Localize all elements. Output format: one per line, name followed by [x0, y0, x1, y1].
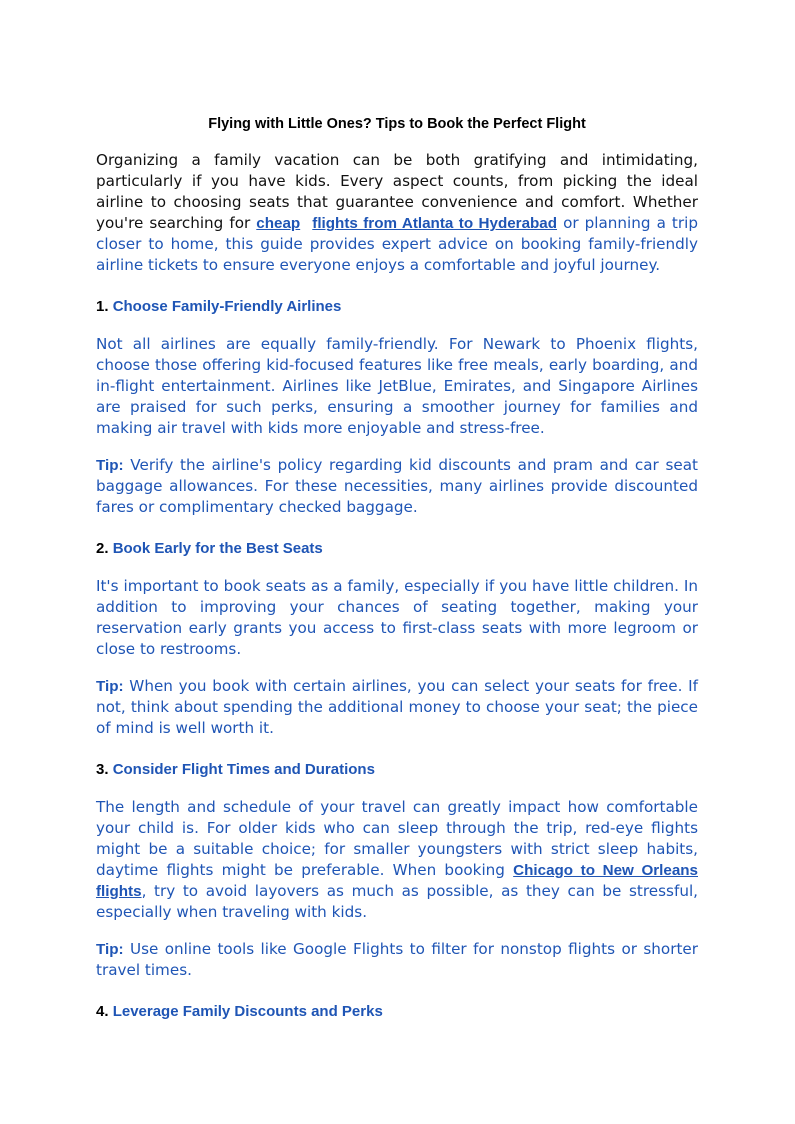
section-4-title: Leverage Family Discounts and Perks: [112, 1003, 383, 1020]
intro-text: Organizing a family vacation can be both gratifying and intimidating, particularly if you have kids. Every aspect counts, from picking the ideal airline to choosing seats that guarantee convenience and comfort. Whether you're searching for: [96, 151, 698, 232]
section-3-heading: [96, 759, 698, 781]
document-title: Flying with Little Ones? Tips to Book the Perfect Flight: [208, 116, 586, 132]
section-2-tip-text: When you book with certain airlines, you can select your seats for free. If not, think about spending the additional money to choose your seat; the piece of mind is well worth it.: [96, 677, 698, 737]
section-3-body: [96, 797, 698, 923]
chicago-new-orleans-link[interactable]: Chicago to New Orleans flights: [96, 862, 698, 900]
section-3-number: 3.: [96, 761, 109, 778]
section-2-title: Book Early for the Best Seats: [112, 540, 323, 557]
section-3-title: Consider Flight Times and Durations: [112, 761, 375, 778]
cheap-link[interactable]: cheap: [256, 215, 301, 232]
section-1-title: Choose Family-Friendly Airlines: [112, 298, 342, 315]
section-4-number: 4.: [96, 1003, 109, 1020]
section-1-number: 1.: [96, 298, 109, 315]
document-page: [96, 112, 698, 1023]
section-2-tip: [96, 676, 698, 739]
section-1-body: Not all airlines are equally family-friendly. For Newark to Phoenix flights, choose those offering kid-focused features like free meals, early boarding, and in-flight entertainment. Airlines like JetBlue, Emirates, and Singapore Airlines are praised for such perks, ensuring a smoother journey for families and making air travel with kids more enjoyable and stress-free.: [96, 335, 698, 437]
section-4-heading: [96, 1001, 698, 1023]
section-3-tip-text: Use online tools like Google Flights to filter for nonstop flights or shorter travel times.: [96, 940, 698, 979]
section-3-body-text: The length and schedule of your travel can greatly impact how comfortable your child is. For older kids who can sleep through the trip, red-eye flights might be a suitable choice; for smaller youngsters with strict sleep habits, daytime flights might be preferable. When booking: [96, 798, 698, 879]
section-1-tip: [96, 455, 698, 518]
section-1-tip-label: Tip:: [96, 457, 124, 474]
atlanta-hyderabad-link[interactable]: flights from Atlanta to Hyderabad: [312, 215, 558, 232]
section-2-tip-label: Tip:: [96, 678, 124, 695]
section-3-tip: [96, 939, 698, 981]
section-2-heading: [96, 538, 698, 560]
section-2-body: It's important to book seats as a family, especially if you have little children. In addition to improving your chances of seating together, making your reservation early grants you access to first-class seats with more legroom or close to restrooms.: [96, 577, 698, 658]
section-1-heading: [96, 296, 698, 318]
section-3-body-text-continued: , try to avoid layovers as much as possible, as they can be stressful, especially when traveling with kids.: [96, 882, 698, 921]
section-2-number: 2.: [96, 540, 109, 557]
section-1-tip-text: Verify the airline's policy regarding kid discounts and pram and car seat baggage allowances. For these necessities, many airlines provide discounted fares or complimentary checked baggage.: [96, 456, 698, 516]
intro-text-continued: or planning a trip closer to home, this guide provides expert advice on booking family-friendly airline tickets to ensure everyone enjoys a comfortable and joyful journey.: [96, 214, 698, 274]
section-3-tip-label: Tip:: [96, 941, 124, 958]
intro-paragraph: [96, 150, 698, 276]
